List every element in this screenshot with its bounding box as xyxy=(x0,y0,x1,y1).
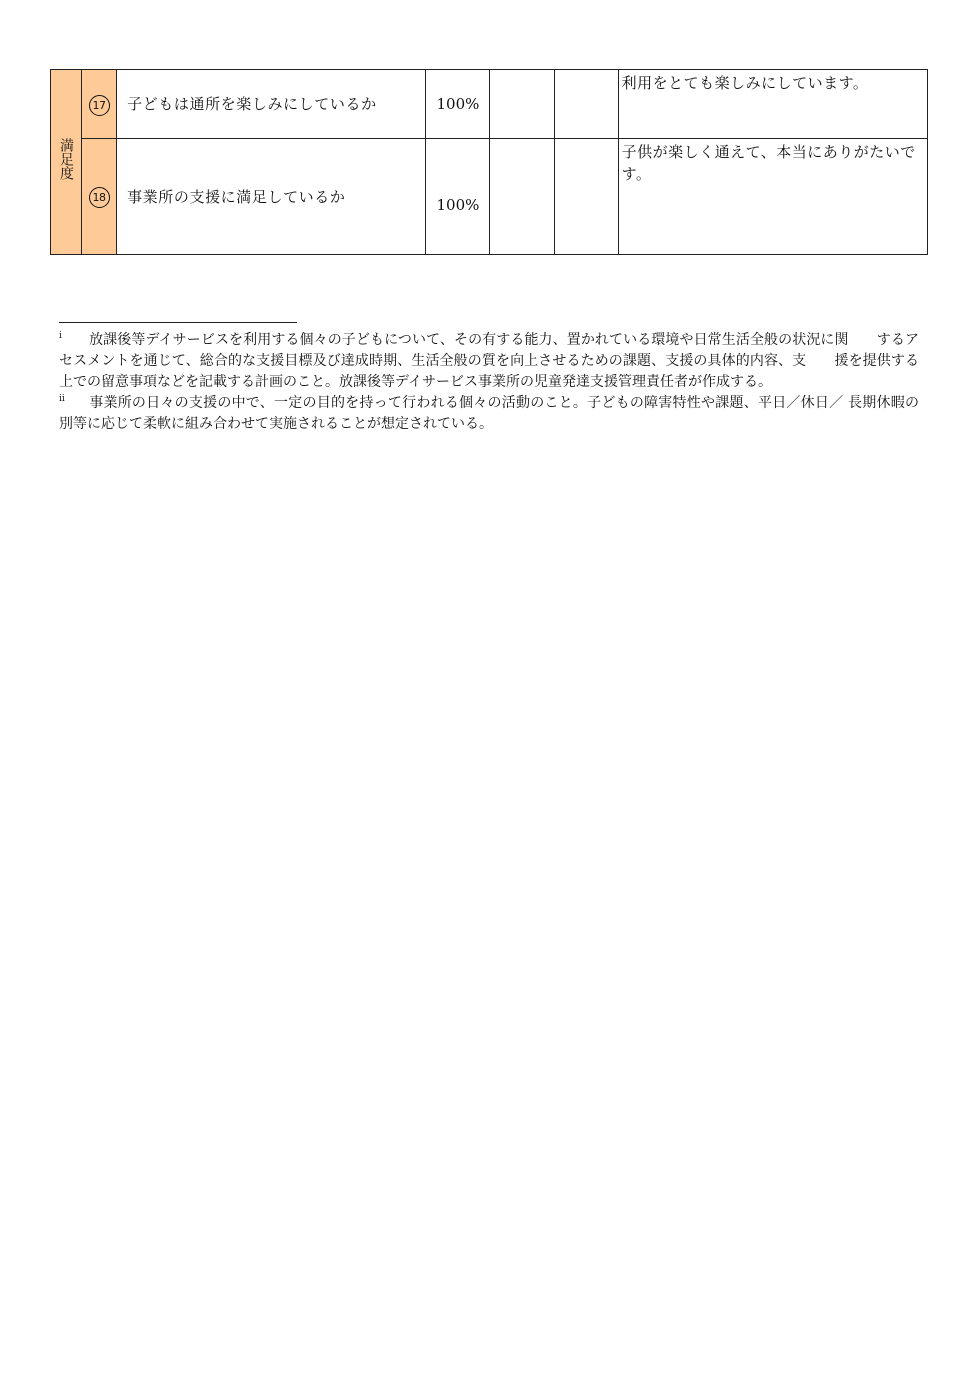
question-number-badge: 18 xyxy=(89,187,110,208)
table-row xyxy=(51,139,928,255)
footnote-marker: ii xyxy=(59,394,65,404)
footnotes xyxy=(59,330,919,435)
footnote-item xyxy=(59,330,919,393)
question-text: 子どもは通所を楽しみにしているか xyxy=(117,70,426,139)
footnote-marker: i xyxy=(59,331,62,341)
question-text: 事業所の支援に満足しているか xyxy=(117,139,426,255)
empty-cell xyxy=(490,139,554,255)
category-cell xyxy=(51,70,82,255)
footnote-text: 事業所の日々の支援の中で、一定の目的を持って行われる個々の活動のこと。子どもの障害特性や課題、平日／休日／ 長期休暇の別等に応じて柔軟に組み合わせて実施されることが想定されている。 xyxy=(59,395,919,432)
category-label: 満足度 xyxy=(58,138,75,180)
yes-percent: 100% xyxy=(426,70,490,139)
empty-cell xyxy=(554,70,618,139)
footnote-separator xyxy=(59,322,297,323)
question-number-cell xyxy=(82,70,117,139)
question-number-cell xyxy=(82,139,117,255)
question-number-badge: 17 xyxy=(89,95,110,116)
footnote-text: 放課後等デイサービスを利用する個々の子どもについて、その有する能力、置かれている環境や日常生活全般の状況に関 するアセスメントを通じて、総合的な支援目標及び達成時期、生活全般の質を向上させるための課題、支援の具体的内容、支 援を提供する上での留意事項などを記載する計画のこと。放課後等デイサービス事業所の児童発達支援管理責任者が作成する。 xyxy=(59,332,919,390)
empty-cell xyxy=(490,70,554,139)
empty-cell xyxy=(554,139,618,255)
table-row xyxy=(51,70,928,139)
satisfaction-table xyxy=(50,69,928,255)
yes-percent: 100% xyxy=(426,139,490,255)
comment-text: 子供が楽しく通えて、本当にありがたいです。 xyxy=(618,139,927,255)
footnote-item xyxy=(59,393,919,435)
comment-text: 利用をとても楽しみにしています。 xyxy=(618,70,927,139)
